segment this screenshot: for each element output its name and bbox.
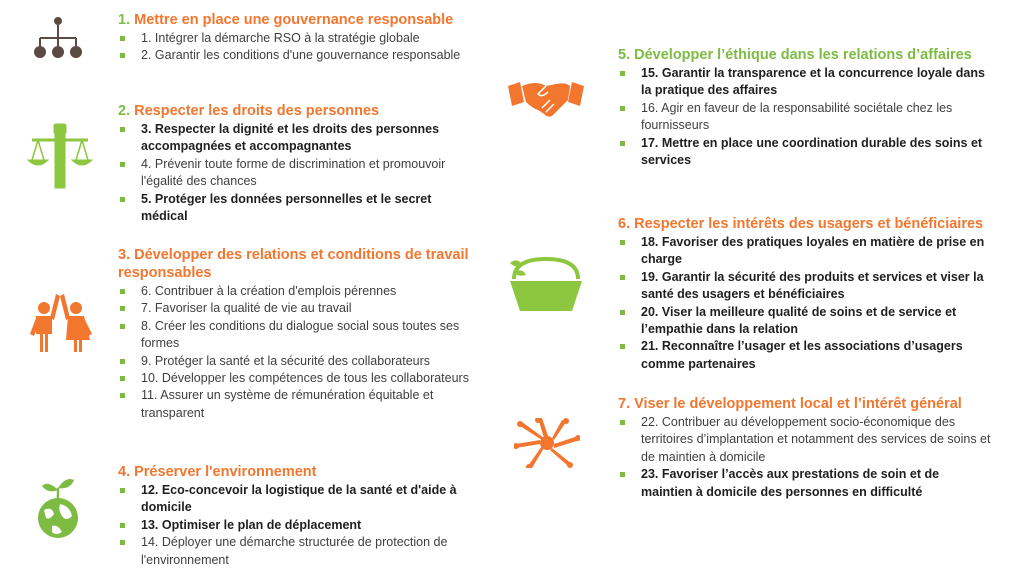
section-title: 3. Développer des relations et conditions de travail responsables [118,247,469,281]
list-item: 23. Favoriser l’accès aux prestations de soin et de maintien à domicile des personnes en difficulté [618,466,993,501]
item-list [118,283,478,422]
list-item: 12. Eco-concevoir la logistique de la santé et d'aide à domicile [118,482,478,517]
list-item: 7. Favoriser la qualité de vie au travail [118,300,478,317]
list-item: 16. Agir en faveur de la responsabilité sociétale chez les fournisseurs [618,100,993,135]
item-list [118,30,478,65]
list-item: 2. Garantir les conditions d'une gouvernance responsable [118,47,478,64]
section-title: 4. Préserver l'environnement [118,464,317,480]
basket-icon [508,255,582,315]
section-number: 2. [118,103,131,119]
list-item: 15. Garantir la transparence et la concurrence loyale dans la pratique des affaires [618,65,993,100]
section-title: 5. Développer l’éthique dans les relations d’affaires [618,47,972,63]
list-item: 10. Développer les compétences de tous les collaborateurs [118,370,478,387]
section-number: 1. [118,12,131,28]
globe-plant-icon [34,476,82,540]
list-item: 13. Optimiser le plan de déplacement [118,517,478,534]
hands-circle-icon [514,418,580,468]
list-item: 3. Respecter la dignité et les droits des personnes accompagnées et accompagnantes [118,121,478,156]
section-title: 6. Respecter les intérêts des usagers et bénéficiaires [618,216,984,232]
section-1 [118,11,478,65]
section-2 [118,102,478,225]
justice-scales-fist-icon [26,120,94,190]
people-high-five-icon [26,290,96,354]
section-7 [618,395,993,501]
item-list [618,234,993,373]
list-item: 14. Déployer une démarche structurée de protection de l'environnement [118,534,478,569]
item-list [118,121,478,225]
list-item: 17. Mettre en place une coordination durable des soins et services [618,135,993,170]
item-list [618,414,993,501]
item-list [118,482,478,569]
section-title [118,11,478,29]
list-item: 1. Intégrer la démarche RSO à la stratégie globale [118,30,478,47]
list-item: 22. Contribuer au développement socio-économique des territoires d’implantation et notamment des services de soins et de maintien à domicile [618,414,993,466]
list-item: 19. Garantir la sécurité des produits et services et viser la santé des usagers et bénéficiaires [618,269,993,304]
list-item: 21. Reconnaître l’usager et les associations d’usagers comme partenaires [618,338,993,373]
list-item: 8. Créer les conditions du dialogue social sous toutes ses formes [118,318,478,353]
section-4 [118,463,478,569]
list-item: 4. Prévenir toute forme de discrimination et promouvoir l'égalité des chances [118,156,478,191]
section-heading: Respecter les droits des personnes [134,103,380,119]
handshake-icon [508,78,584,120]
list-item: 11. Assurer un système de rémunération équitable et transparent [118,387,478,422]
section-title [118,102,478,120]
section-title: 7. Viser le développement local et l’intérêt général [618,396,962,412]
list-item: 6. Contribuer à la création d'emplois pérennes [118,283,478,300]
section-heading: Mettre en place une gouvernance responsable [134,12,454,28]
list-item: 18. Favoriser des pratiques loyales en matière de prise en charge [618,234,993,269]
item-list [618,65,993,169]
section-6 [618,215,993,373]
list-item: 20. Viser la meilleure qualité de soins et de service et l’empathie dans la relation [618,304,993,339]
section-3 [118,246,478,422]
list-item: 9. Protéger la santé et la sécurité des collaborateurs [118,353,478,370]
list-item: 5. Protéger les données personnelles et le secret médical [118,191,478,226]
org-chart-icon [30,14,86,64]
section-5 [618,46,993,169]
